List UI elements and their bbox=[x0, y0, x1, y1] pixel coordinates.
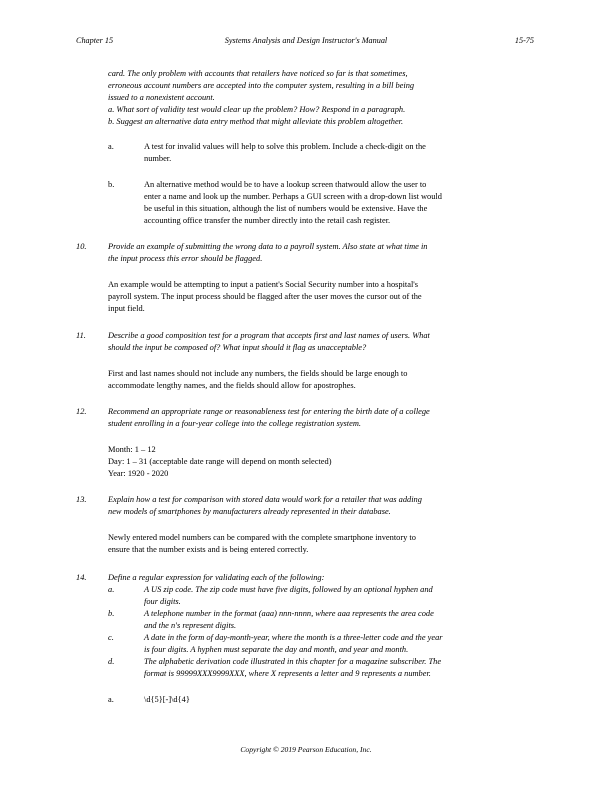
q9-part-b: b. Suggest an alternative data entry method that might alleviate this problem altogether. bbox=[108, 117, 404, 127]
q14-item-label: b. bbox=[108, 609, 115, 618]
question-line: Provide an example of submitting the wrong data to a payroll system. Also state at what time in bbox=[108, 242, 428, 251]
answer-line: Day: 1 – 31 (acceptable date range will depend on month selected) bbox=[108, 457, 332, 467]
question-line: Recommend an appropriate range or reasonableness test for entering the birth date of a college bbox=[108, 407, 430, 416]
question-line: student enrolling in a four-year college into the college registration system. bbox=[108, 419, 361, 429]
q12-number: 12. bbox=[76, 407, 87, 416]
question-line: should the input be composed of? What input should it flag as unacceptable? bbox=[108, 343, 367, 353]
answer-line: be useful in this situation, although the list of numbers would be extensive. Have the bbox=[144, 204, 428, 214]
q14-item-label: a. bbox=[108, 585, 115, 594]
answer-line: ensure that the number exists and is being entered correctly. bbox=[108, 545, 309, 555]
q11-number: 11. bbox=[76, 331, 86, 340]
item-line: four digits. bbox=[144, 597, 181, 607]
q12-question bbox=[108, 406, 548, 430]
item-line: A telephone number in the format (aaa) nnn-nnnn, where aaa represents the area code bbox=[144, 609, 434, 618]
item-line: The alphabetic derivation code illustrated in this chapter for a magazine subscriber. The bbox=[144, 657, 442, 666]
q14-item bbox=[144, 632, 544, 656]
answer-line: An example would be attempting to input a patient's Social Security number into a hospital's bbox=[108, 280, 419, 289]
q9-answer-b-label: b. bbox=[108, 180, 115, 189]
q14-answer-a: \d{5}[-]\d{4} bbox=[144, 695, 190, 704]
header-page-number: 15-75 bbox=[514, 36, 534, 45]
q11-question bbox=[108, 330, 548, 354]
answer-line: accounting office transfer the number directly into the retail cash register. bbox=[144, 216, 391, 226]
header-title: Systems Analysis and Design Instructor's Manual bbox=[224, 36, 388, 45]
q9-part-a: a. What sort of validity test would clear up the problem? How? Respond in a paragraph. bbox=[108, 105, 406, 115]
q9-question-continuation bbox=[108, 68, 538, 128]
q9-cont-line: erroneous account numbers are accepted into the computer system, resulting in a bill being bbox=[108, 81, 415, 91]
q10-question bbox=[108, 241, 548, 265]
q12-answer bbox=[108, 444, 548, 480]
answer-line: number. bbox=[144, 154, 172, 164]
q13-answer bbox=[108, 532, 548, 556]
answer-line: accommodate lengthy names, and the fields should allow for apostrophes. bbox=[108, 381, 356, 391]
q9-cont-line: issued to a nonexistent account. bbox=[108, 93, 215, 103]
answer-line: Year: 1920 - 2020 bbox=[108, 469, 169, 479]
q10-answer bbox=[108, 279, 548, 315]
q9-answer-a-label: a. bbox=[108, 142, 114, 151]
q14-item-label: c. bbox=[108, 633, 114, 642]
question-line: new models of smartphones by manufacturers already represented in their database. bbox=[108, 507, 391, 517]
item-line: A date in the form of day-month-year, where the month is a three-letter code and the year bbox=[144, 633, 443, 642]
q13-question bbox=[108, 494, 548, 518]
item-line: format is 99999XXX9999XXX, where X represents a letter and 9 represents a number. bbox=[144, 669, 431, 679]
answer-line: First and last names should not include any numbers, the fields should be large enough to bbox=[108, 369, 408, 378]
q14-question: Define a regular expression for validating each of the following: bbox=[108, 573, 325, 582]
question-line: Explain how a test for comparison with stored data would work for a retailer that was adding bbox=[108, 495, 422, 504]
question-line: Describe a good composition test for a program that accepts first and last names of users. What bbox=[108, 331, 430, 340]
answer-line: input field. bbox=[108, 304, 145, 314]
q11-answer bbox=[108, 368, 548, 392]
q10-number: 10. bbox=[76, 242, 87, 251]
q9-answer-a bbox=[144, 141, 544, 165]
item-line: and the n's represent digits. bbox=[144, 621, 237, 631]
answer-line: enter a name and look up the number. Perhaps a GUI screen with a drop-down list would bbox=[144, 192, 442, 202]
answer-line: Newly entered model numbers can be compared with the complete smartphone inventory to bbox=[108, 533, 416, 542]
item-line: A US zip code. The zip code must have five digits, followed by an optional hyphen and bbox=[144, 585, 433, 594]
q14-item bbox=[144, 656, 544, 680]
answer-line: A test for invalid values will help to solve this problem. Include a check-digit on the bbox=[144, 142, 426, 151]
q14-item-label: d. bbox=[108, 657, 115, 666]
header-chapter: Chapter 15 bbox=[76, 36, 114, 45]
answer-line: Month: 1 – 12 bbox=[108, 445, 156, 454]
q9-cont-line: card. The only problem with accounts that retailers have noticed so far is that sometimes, bbox=[108, 69, 408, 78]
question-line: the input process this error should be flagged. bbox=[108, 254, 263, 264]
answer-line: payroll system. The input process should be flagged after the user moves the cursor out of the bbox=[108, 292, 422, 302]
q13-number: 13. bbox=[76, 495, 87, 504]
q14-item bbox=[144, 608, 544, 632]
q14-answer-a-label: a. bbox=[108, 695, 114, 704]
answer-line: An alternative method would be to have a lookup screen thatwould allow the user to bbox=[144, 180, 427, 189]
item-line: is four digits. A hyphen must separate the day and month, and year and month. bbox=[144, 645, 409, 655]
footer-copyright: Copyright © 2019 Pearson Education, Inc. bbox=[240, 745, 372, 754]
q14-item bbox=[144, 584, 544, 608]
q14-number: 14. bbox=[76, 573, 87, 582]
q9-answer-b bbox=[144, 179, 544, 227]
